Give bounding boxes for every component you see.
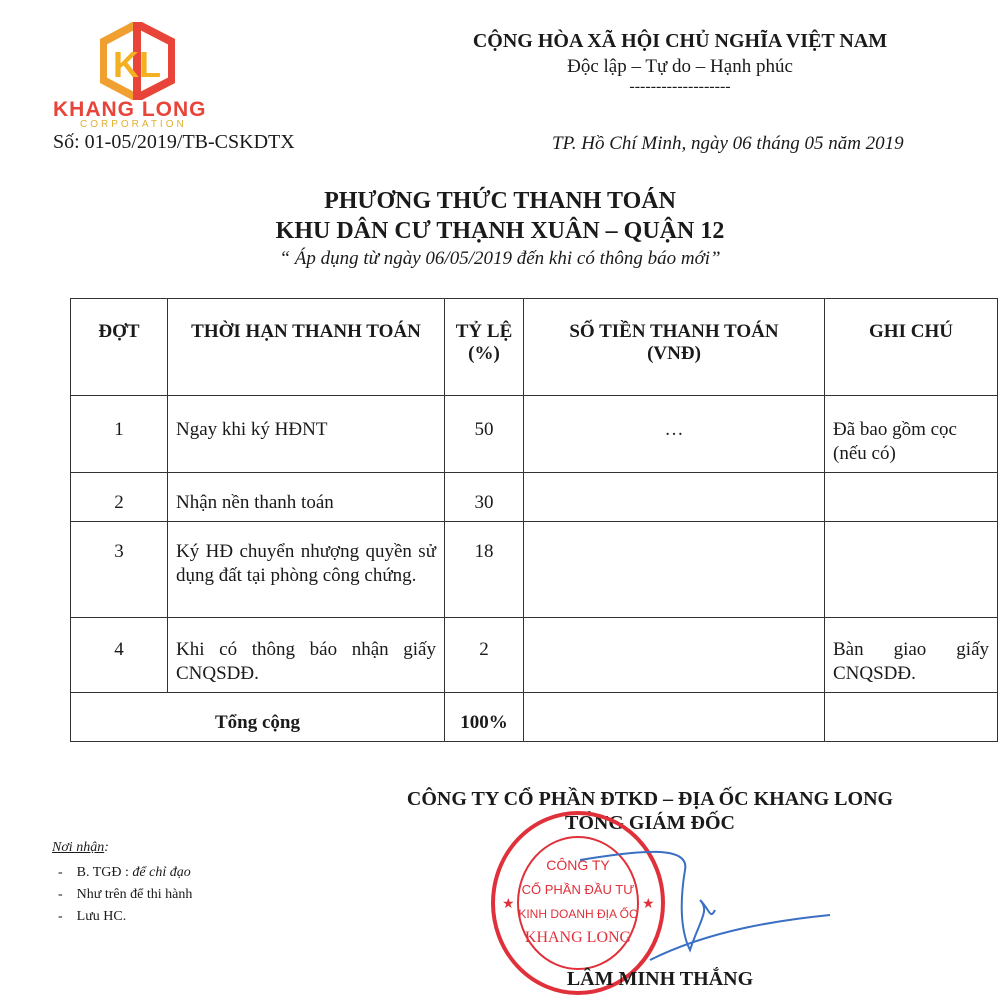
date-line: TP. Hồ Chí Minh, ngày 06 tháng 05 năm 2019 xyxy=(552,133,904,154)
cell-amount: … xyxy=(524,396,825,473)
svg-text:KHANG LONG: KHANG LONG xyxy=(524,929,632,946)
doc-number: Số: 01-05/2019/TB-CSKDTX xyxy=(53,131,295,153)
title-line1: PHƯƠNG THỨC THANH TOÁN xyxy=(324,188,676,214)
cell-term: Khi có thông báo nhận giấy CNQSDĐ. xyxy=(168,618,445,693)
cell-term: Nhận nền thanh toán xyxy=(168,473,445,522)
signature-position: TỔNG GIÁM ĐỐC xyxy=(565,812,735,834)
payment-table xyxy=(70,298,998,742)
recipients-block: Nơi nhận: xyxy=(52,840,109,855)
cell-note: Đã bao gồm cọc (nếu có) xyxy=(825,396,998,473)
recipients-list xyxy=(58,862,192,928)
table-total-row xyxy=(71,693,998,742)
cell-dot: 2 xyxy=(71,473,168,522)
cell-dot: 4 xyxy=(71,618,168,693)
header-dot: ĐỢT xyxy=(71,299,168,396)
cell-pct: 50 xyxy=(445,396,524,473)
header-note: GHI CHÚ xyxy=(825,299,998,396)
svg-text:KL: KL xyxy=(113,44,161,85)
cell-note xyxy=(825,473,998,522)
cell-pct: 2 xyxy=(445,618,524,693)
cell-amount xyxy=(524,618,825,693)
total-pct: 100% xyxy=(445,693,524,742)
svg-text:★: ★ xyxy=(642,897,655,912)
total-note xyxy=(825,693,998,742)
table-row xyxy=(71,618,998,693)
total-amount xyxy=(524,693,825,742)
national-motto: Độc lập – Tự do – Hạnh phúc xyxy=(567,56,793,77)
total-label: Tổng cộng xyxy=(71,693,445,742)
table-row xyxy=(71,396,998,473)
cell-term: Ngay khi ký HĐNT xyxy=(168,396,445,473)
table-header-row xyxy=(71,299,998,396)
cell-dot: 3 xyxy=(71,522,168,618)
recipient-item: - B. TGĐ : để chỉ đạo xyxy=(58,865,191,880)
header-pct: TỶ LỆ (%) xyxy=(445,299,524,396)
motto-rule: ------------------- xyxy=(629,78,731,95)
table-row xyxy=(71,473,998,522)
svg-text:KINH DOANH ĐỊA ỐC: KINH DOANH ĐỊA ỐC xyxy=(518,907,638,921)
table-row xyxy=(71,522,998,618)
svg-text:CÔNG TY: CÔNG TY xyxy=(546,857,610,873)
title-line2: KHU DÂN CƯ THẠNH XUÂN – QUẬN 12 xyxy=(275,218,725,244)
cell-amount xyxy=(524,522,825,618)
svg-text:CỔ PHẦN ĐẦU TƯ: CỔ PHẦN ĐẦU TƯ xyxy=(521,882,635,897)
signatory-name: LÂM MINH THẮNG xyxy=(566,968,754,990)
recipient-item: - Lưu HC. xyxy=(58,909,127,924)
logo-name: KHANG LONG xyxy=(53,98,207,121)
cell-note xyxy=(825,522,998,618)
cell-pct: 30 xyxy=(445,473,524,522)
cell-note: Bàn giao giấy CNQSDĐ. xyxy=(825,618,998,693)
handwritten-signature xyxy=(560,840,860,970)
logo-sub: CORPORATION xyxy=(80,119,187,130)
national-title: CỘNG HÒA XÃ HỘI CHỦ NGHĨA VIỆT NAM xyxy=(472,30,888,52)
recipient-item: - Như trên để thi hành xyxy=(58,887,193,902)
cell-term: Ký HĐ chuyển nhượng quyền sử dụng đất tại phòng công chứng. xyxy=(168,522,445,618)
svg-text:★: ★ xyxy=(502,897,515,912)
cell-amount xyxy=(524,473,825,522)
cell-dot: 1 xyxy=(71,396,168,473)
title-subtitle: “ Áp dụng từ ngày 06/05/2019 đến khi có thông báo mới” xyxy=(279,248,721,269)
company-logo xyxy=(100,22,175,100)
header-amount: SỐ TIỀN THANH TOÁN (VNĐ) xyxy=(524,299,825,396)
cell-pct: 18 xyxy=(445,522,524,618)
signature-company: CÔNG TY CỔ PHẦN ĐTKD – ĐỊA ỐC KHANG LONG xyxy=(406,788,894,810)
recipients-label: Nơi nhận xyxy=(52,840,105,855)
header-term: THỜI HẠN THANH TOÁN xyxy=(168,299,445,396)
